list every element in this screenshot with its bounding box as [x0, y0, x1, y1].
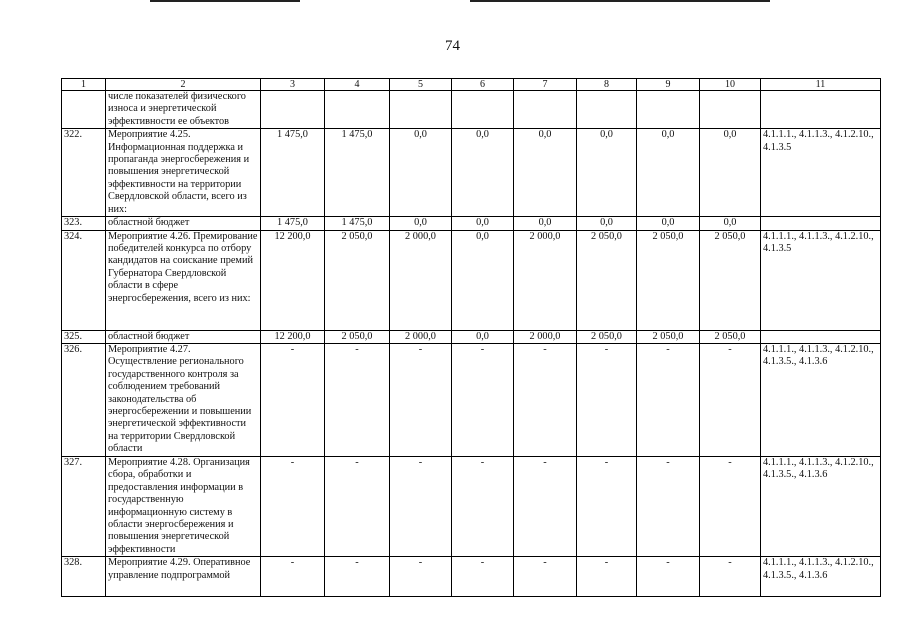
row-value: 0,0 [637, 217, 700, 230]
row-value: - [452, 344, 514, 457]
row-value: 0,0 [700, 129, 761, 217]
row-value: 2 000,0 [514, 330, 577, 343]
row-value: 0,0 [452, 217, 514, 230]
row-value: - [577, 457, 637, 557]
row-value: - [325, 344, 390, 457]
row-value: - [514, 557, 577, 597]
row-number: 328. [62, 557, 106, 597]
row-value [390, 91, 452, 129]
row-value: - [390, 457, 452, 557]
row-value: 0,0 [514, 129, 577, 217]
column-header: 2 [106, 79, 261, 91]
row-reference: 4.1.1.1., 4.1.1.3., 4.1.2.10., 4.1.3.5., 4.1.3.6 [761, 557, 881, 597]
program-table [61, 78, 881, 597]
row-value: 0,0 [577, 129, 637, 217]
column-header: 3 [261, 79, 325, 91]
row-reference: 4.1.1.1., 4.1.1.3., 4.1.2.10., 4.1.3.5 [761, 129, 881, 217]
column-header: 5 [390, 79, 452, 91]
row-value: 12 200,0 [261, 230, 325, 330]
column-header: 8 [577, 79, 637, 91]
table-row [62, 91, 881, 129]
row-value: 0,0 [452, 330, 514, 343]
row-value: 2 050,0 [700, 330, 761, 343]
column-header: 10 [700, 79, 761, 91]
row-value [261, 91, 325, 129]
row-value: 2 000,0 [390, 330, 452, 343]
row-value: - [390, 344, 452, 457]
row-value: - [637, 557, 700, 597]
column-header: 7 [514, 79, 577, 91]
row-value: 0,0 [452, 230, 514, 330]
row-reference: 4.1.1.1., 4.1.1.3., 4.1.2.10., 4.1.3.5 [761, 230, 881, 330]
row-value: 1 475,0 [261, 217, 325, 230]
row-number: 326. [62, 344, 106, 457]
column-header: 9 [637, 79, 700, 91]
row-value: 0,0 [700, 217, 761, 230]
table-row [62, 557, 881, 597]
row-value: - [700, 344, 761, 457]
table-row [62, 330, 881, 343]
row-value: 2 000,0 [514, 230, 577, 330]
row-value: 0,0 [452, 129, 514, 217]
column-header: 4 [325, 79, 390, 91]
row-value: 1 475,0 [325, 217, 390, 230]
row-value: - [637, 344, 700, 457]
table-header-row [62, 79, 881, 91]
table-row [62, 129, 881, 217]
row-value: 2 050,0 [637, 330, 700, 343]
row-value: - [325, 457, 390, 557]
row-value [637, 91, 700, 129]
row-name: Мероприятие 4.27. Осуществление регионального государственного контроля за соблюдением требований законодательства об энергосбережении и повышении энергетической эффективности на территории Свердловской области [106, 344, 261, 457]
column-header: 11 [761, 79, 881, 91]
scan-artifact-line [150, 0, 300, 2]
row-value: - [261, 344, 325, 457]
table-row [62, 344, 881, 457]
row-reference [761, 91, 881, 129]
row-value: - [637, 457, 700, 557]
table-row [62, 230, 881, 330]
scan-artifact-line [470, 0, 770, 2]
row-value: - [261, 457, 325, 557]
row-name: Мероприятие 4.26. Премирование победителей конкурса по отбору кандидатов на соискание премий Губернатора Свердловской области в сфере энергосбережения, всего из них: [106, 230, 261, 330]
row-value: 0,0 [637, 129, 700, 217]
row-number: 327. [62, 457, 106, 557]
row-value: - [700, 557, 761, 597]
row-value [452, 91, 514, 129]
row-reference [761, 330, 881, 343]
row-value: 0,0 [390, 129, 452, 217]
row-value: 0,0 [577, 217, 637, 230]
row-value: - [261, 557, 325, 597]
row-number [62, 91, 106, 129]
column-header: 6 [452, 79, 514, 91]
row-value: 2 050,0 [700, 230, 761, 330]
row-value: 2 050,0 [325, 230, 390, 330]
row-number: 324. [62, 230, 106, 330]
row-name: Мероприятие 4.29. Оперативное управление подпрограммой [106, 557, 261, 597]
row-name: областной бюджет [106, 217, 261, 230]
row-name: областной бюджет [106, 330, 261, 343]
table-row [62, 457, 881, 557]
row-value [514, 91, 577, 129]
row-value: - [452, 557, 514, 597]
row-value: - [577, 344, 637, 457]
row-name: Мероприятие 4.25. Информационная поддержка и пропаганда энергосбережения и повышения энергетической эффективности на территории Свердловской области, всего из них: [106, 129, 261, 217]
row-value: 1 475,0 [325, 129, 390, 217]
row-value: - [325, 557, 390, 597]
row-value: 0,0 [390, 217, 452, 230]
page-number: 74 [445, 38, 460, 54]
row-value [577, 91, 637, 129]
row-value: - [452, 457, 514, 557]
row-value: 2 050,0 [637, 230, 700, 330]
row-reference: 4.1.1.1., 4.1.1.3., 4.1.2.10., 4.1.3.5., 4.1.3.6 [761, 344, 881, 457]
row-value: 2 050,0 [577, 330, 637, 343]
row-value: 2 000,0 [390, 230, 452, 330]
row-value: - [390, 557, 452, 597]
row-value: 2 050,0 [577, 230, 637, 330]
row-number: 323. [62, 217, 106, 230]
row-name: Мероприятие 4.28. Организация сбора, обработки и предоставления информации в государственную информационную систему в области энергосбережения и повышения энергетической эффективности [106, 457, 261, 557]
row-number: 325. [62, 330, 106, 343]
row-value: 2 050,0 [325, 330, 390, 343]
row-reference: 4.1.1.1., 4.1.1.3., 4.1.2.10., 4.1.3.5., 4.1.3.6 [761, 457, 881, 557]
row-number: 322. [62, 129, 106, 217]
row-value [325, 91, 390, 129]
row-reference [761, 217, 881, 230]
row-value: - [514, 457, 577, 557]
table-row [62, 217, 881, 230]
row-value: 1 475,0 [261, 129, 325, 217]
row-value: - [700, 457, 761, 557]
row-value: 0,0 [514, 217, 577, 230]
row-value: - [514, 344, 577, 457]
row-value: - [577, 557, 637, 597]
row-value: 12 200,0 [261, 330, 325, 343]
row-value [700, 91, 761, 129]
row-name: числе показателей физического износа и энергетической эффективности ее объектов [106, 91, 261, 129]
column-header: 1 [62, 79, 106, 91]
